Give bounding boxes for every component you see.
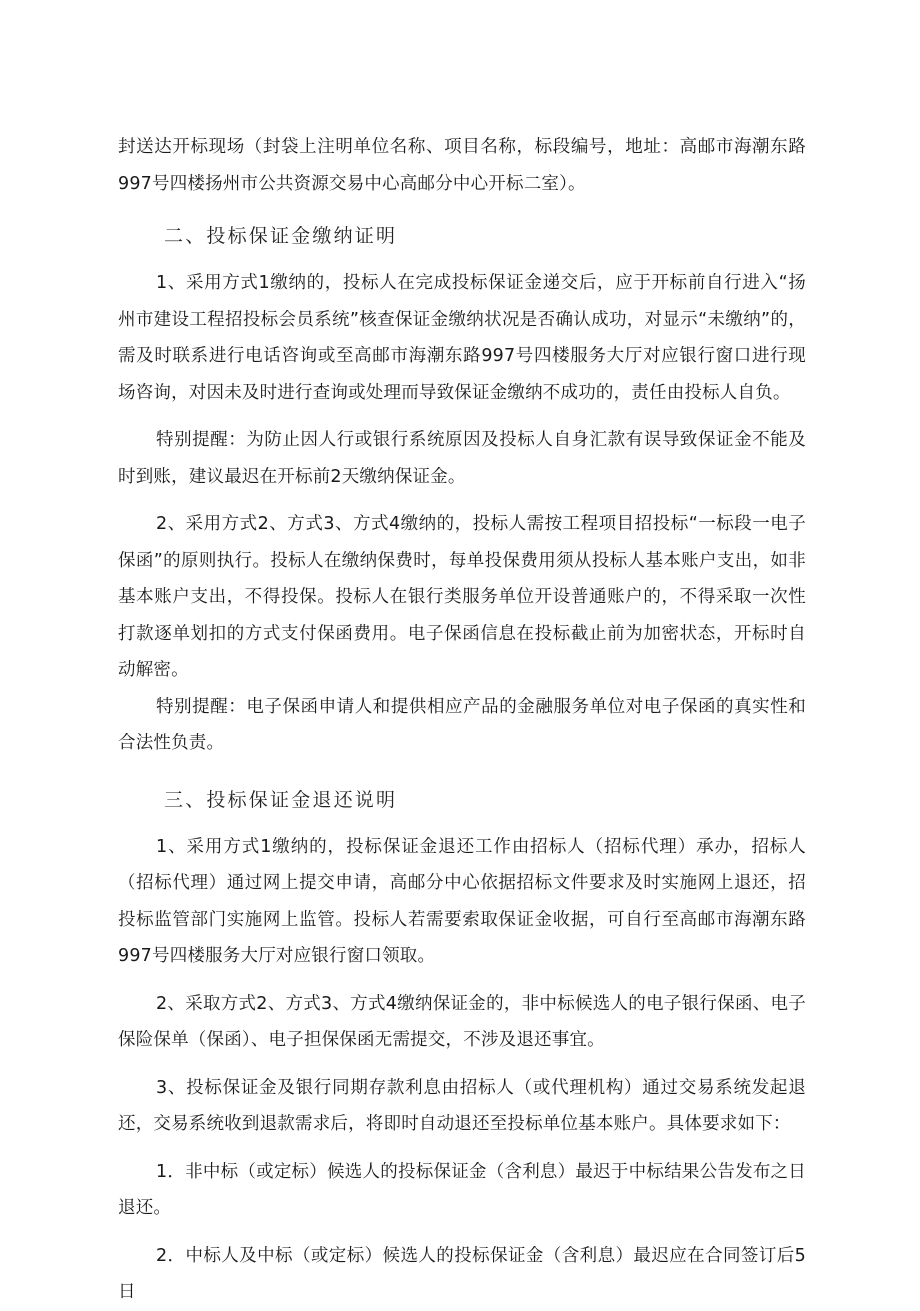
paragraph-3-1: 1、采用方式1缴纳的，投标保证金退还工作由招标人（招标代理）承办，招标人（招标代理）通过网上提交申请，高邮分中心依据招标文件要求及时实施网上退还，招投标监管部门实施网上监管。投标人若需要索取保证金收据，可自行至高邮市海潮东路997号四楼服务大厅对应银行窗口领取。 [118,836,806,966]
paragraph-3-2: 2、采取方式2、方式3、方式4缴纳保证金的，非中标候选人的电子银行保函、电子保险保单（保函）、电子担保保函无需提交，不涉及退还事宜。 [118,993,806,1050]
intro-paragraph: 封送达开标现场（封袋上注明单位名称、项目名称，标段编号，地址：高邮市海潮东路997号四楼扬州市公共资源交易中心高邮分中心开标二室）。 [118,137,806,194]
section-heading-3: 三、投标保证金退还说明 [164,788,398,811]
paragraph-2-1: 1、采用方式1缴纳的，投标人在完成投标保证金递交后，应于开标前自行进入“扬州市建设工程招投标会员系统”核查保证金缴纳状况是否确认成功，对显示“未缴纳”的，需及时联系进行电话咨询或至高邮市海潮东路997号四楼服务大厅对应银行窗口进行现场咨询，对因未及时进行查询或处理而导致保证金缴纳不成功的，责任由投标人自负。 [118,273,806,403]
reminder-paragraph-1: 特别提醒：为防止因人行或银行系统原因及投标人自身汇款有误导致保证金不能及时到账，建议最迟在开标前2天缴纳保证金。 [118,430,806,487]
paragraph-3-3: 3、投标保证金及银行同期存款利息由招标人（或代理机构）通过交易系统发起退还，交易系统收到退款需求后，将即时自动退还至投标单位基本账户。具体要求如下： [118,1077,806,1134]
document-body [118,129,806,1311]
list-item-3-3-1: 1．非中标（或定标）候选人的投标保证金（含利息）最迟于中标结果公告发布之日退还。 [118,1161,806,1218]
list-item-3-3-2: 2．中标人及中标（或定标）候选人的投标保证金（含利息）最迟应在合同签订后5日 [118,1245,806,1302]
paragraph-2-2: 2、采用方式2、方式3、方式4缴纳的，投标人需按工程项目招投标“一标段一电子保函”的原则执行。投标人在缴纳保费时，每单投保费用须从投标人基本账户支出，如非基本账户支出，不得投保。投标人在银行类服务单位开设普通账户的，不得采取一次性打款逐单划扣的方式支付保函费用。电子保函信息在投标截止前为加密状态，开标时自动解密。 [118,514,806,680]
reminder-paragraph-2: 特别提醒：电子保函申请人和提供相应产品的金融服务单位对电子保函的真实性和合法性负责。 [118,696,806,753]
section-heading-2: 二、投标保证金缴纳证明 [164,225,398,247]
